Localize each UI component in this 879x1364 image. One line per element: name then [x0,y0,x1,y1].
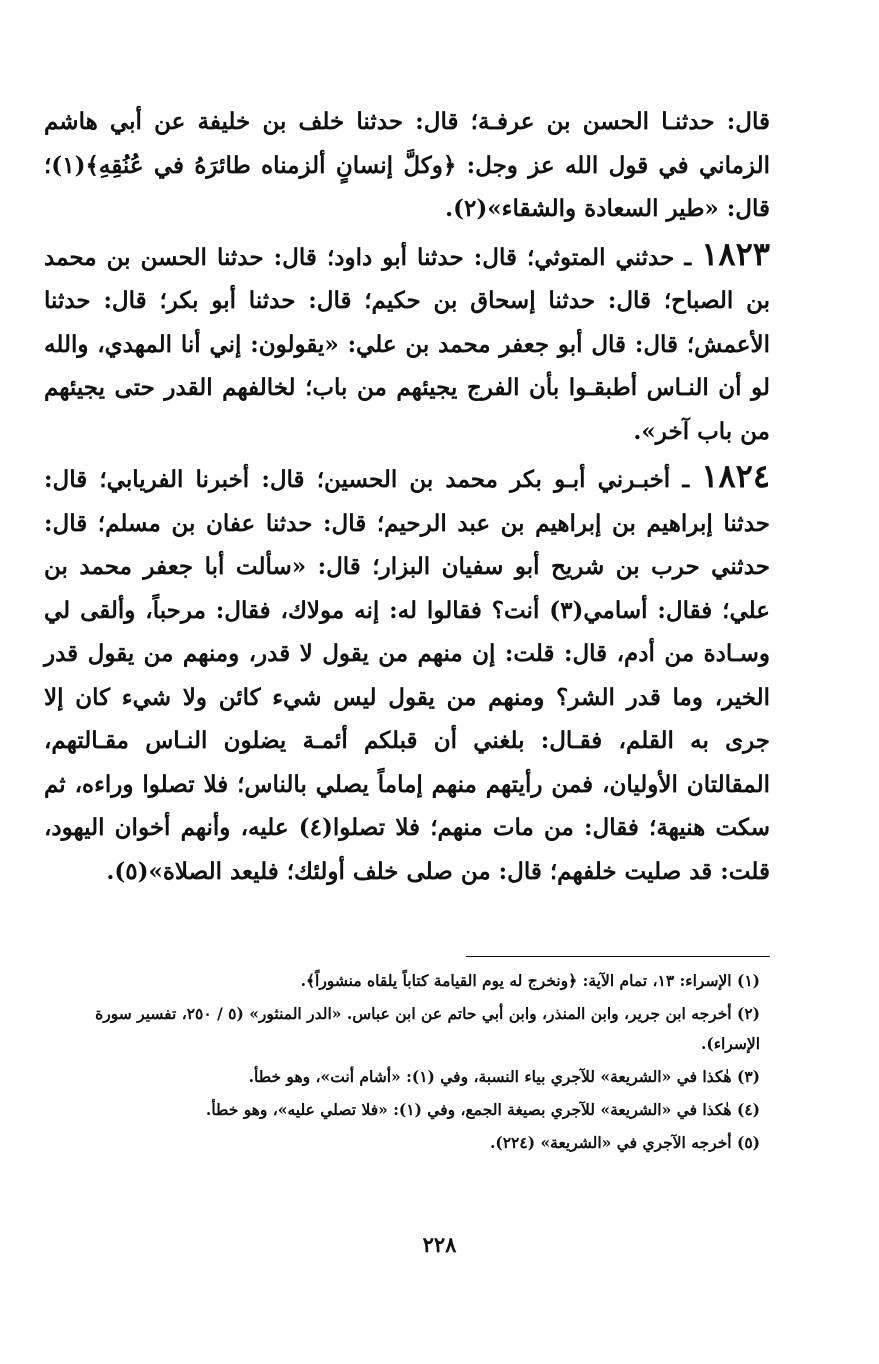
page-number: ٢٢٨ [422,1232,457,1257]
paragraph-text: ـ حدثني المتوثي؛ قال: حدثنا أبو داود؛ قال: حدثنا الحسن بن محمد بن الصباح؛ قال: حدثنا إسحاق بن حكيم؛ قال: حدثنا أبو بكر؛ قال: حدثنا الأعمش؛ قال: قال أبو جعفر محمد بن علي: «يقولون: إني أنا المهدي، والله لو أن النـاس أطبقـوا بأن الفرج يجيئهم من باب؛ لخالفهم القدر حتى يجيئهم من باب آخر». [44,243,770,445]
footnote-5: (٥) أخرجه الآجري في «الشريعة» (٢٢٤). [490,1133,760,1152]
paragraph-1823 [44,233,770,454]
paragraph-1 [44,100,770,231]
paragraph-text: ـ أخبـرني أبـو بكر محمد بن الحسين؛ قال: أخبرنا الفريابي؛ قال: حدثنا إبراهيم بن إبراهيم بن عبد الرحيم؛ قال: حدثنا عفان بن مسلم؛ قال: حدثني حرب بن شريح أبو سفيان البزار؛ قال: «سألت أبا جعفر محمد بن علي؛ فقال: أسامي(٣) أنت؟ فقالوا له: إنه مولاك، فقال: مرحباً، وألقى لي وسـادة من أدم، قال: قلت: إن منهم من يقول لا قدر، ومنهم من يقول قدر الخير، وما قدر الشر؟ ومنهم من يقول ليس شيء كائن ولا شيء كان إلا جرى به القلم، فقـال: بلغني أن قبلكم أئمـة يضلون النـاس مقـالتهم، المقالتان الأوليان، فمن رأيتهم منهم إماماً يصلي بالناس؛ فلا تصلوا وراءه، ثم سكت هنيهة؛ فقال: من مات منهم؛ فلا تصلوا(٤) عليه، وأنهم أخوان اليهود، قلت: قد صليت خلفهم؛ قال: من صلى خلف أولئك؛ فليعد الصلاة»(٥). [44,466,770,885]
footnote-4: (٤) هٰكذا في «الشريعة» للآجري بصيغة الجمع، وفي (١): «فلا تصلي عليه»، وهو خطأ. [205,1100,760,1119]
footnote-2: (٢) أخرجه ابن جرير، وابن المنذر، وابن أبي حاتم عن ابن عباس. «الدر المنثور» (٥ / ٢٥٠، تفسير سورة الإسراء). [95,1004,760,1053]
footnote-3: (٣) هٰكذا في «الشريعة» للآجري بياء النسبة، وفي (١): «أشام أنت»، وهو خطأ. [248,1067,760,1086]
paragraph-text: قال: حدثنـا الحسن بن عرفـة؛ قال: حدثنا خلف بن خليفة عن أبي هاشم الزماني في قول الله عز وجل: ﴿وكلَّ إنسانٍ ألزمناه طائرَهُ في عُنُقِهِ﴾(١)؛ قال: «طير السعادة والشقاء»(٢). [44,108,770,222]
paragraph-1824 [44,455,770,893]
footnote-divider [466,956,770,957]
footnote-1: (١) الإسراء: ١٣، تمام الآية: ﴿ونخرج له يوم القيامة كتاباً يلقاه منشوراً﴾. [300,971,760,990]
hadith-number: ١٨٢٣ [701,234,770,273]
footnotes [44,966,760,1161]
main-text [44,100,770,893]
hadith-number: ١٨٢٤ [701,457,770,495]
